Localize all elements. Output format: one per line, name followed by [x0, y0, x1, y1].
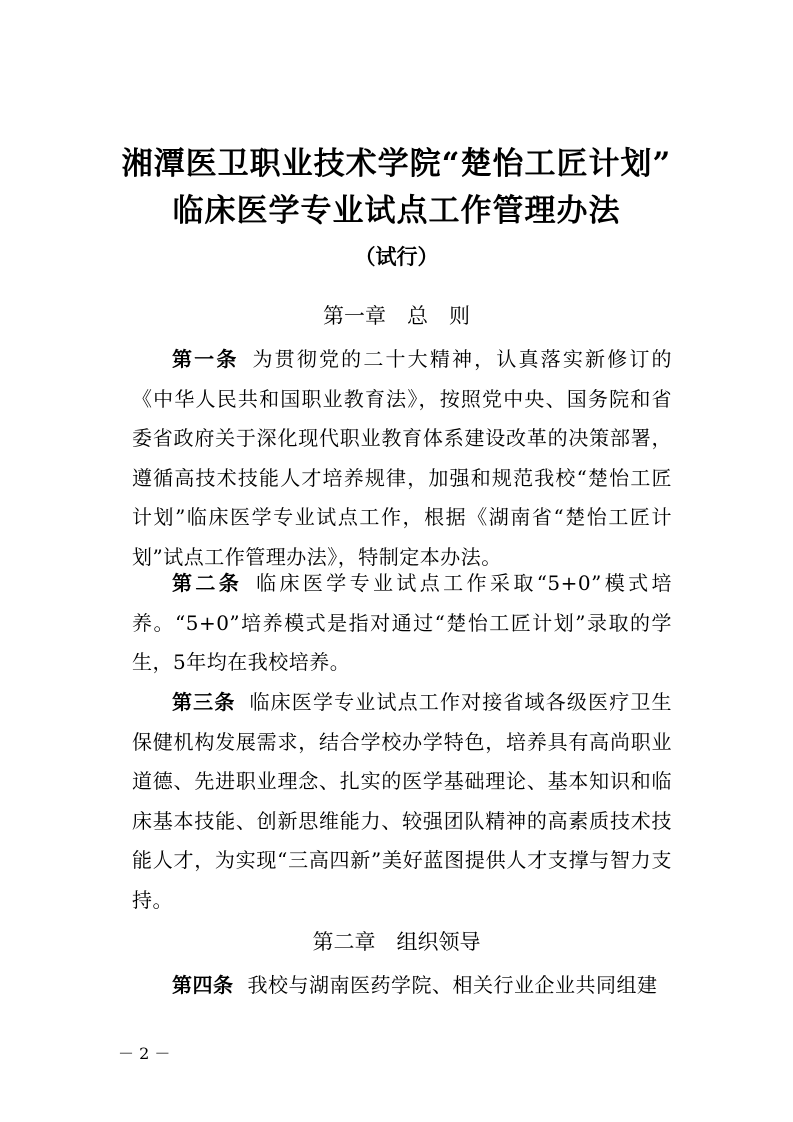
chapter-heading-1: 第一章 总 则	[323, 304, 470, 328]
document-title-line2: 临床医学专业试点工作管理办法	[172, 193, 621, 229]
article-2	[132, 564, 672, 683]
page-number: － 2 －	[118, 1044, 171, 1063]
article-3	[132, 683, 672, 920]
article-label: 第二条	[172, 571, 243, 595]
article-1	[132, 340, 672, 577]
document-subtitle: （试行）	[354, 244, 439, 269]
article-4	[132, 966, 672, 1006]
article-label: 第四条	[172, 973, 234, 997]
article-text: 为贯彻党的二十大精神，认真落实新修订的《中华人民共和国职业教育法》，按照党中央、国务院和省委省政府关于深化现代职业教育体系建设改革的决策部署，遵循高技术技能人才培养规律，加强和规范我校“楚怡工匠计划”临床医学专业试点工作，根据《湖南省“楚怡工匠计划”试点工作管理办法》，特制定本办法。	[132, 347, 672, 569]
article-label: 第三条	[172, 690, 236, 714]
chapter-heading-2: 第二章 组织领导	[312, 930, 481, 954]
article-text: 临床医学专业试点工作对接省域各级医疗卫生保健机构发展需求，结合学校办学特色，培养具有高尚职业道德、先进职业理念、扎实的医学基础理论、基本知识和临床基本技能、创新思维能力、较强团队精神的高素质技术技能人才，为实现“三高四新”美好蓝图提供人才支撑与智力支持。	[132, 690, 673, 912]
article-text: 我校与湖南医药学院、相关行业企业共同组建	[247, 973, 658, 997]
article-text: 临床医学专业试点工作采取“5+0”模式培养。“5+0”培养模式是指对通过“楚怡工匠计划”录取的学生，5年均在我校培养。	[132, 571, 672, 674]
article-label: 第一条	[172, 347, 239, 371]
document-title-line1: 湘潭医卫职业技术学院“楚怡工匠计划”	[121, 146, 672, 182]
